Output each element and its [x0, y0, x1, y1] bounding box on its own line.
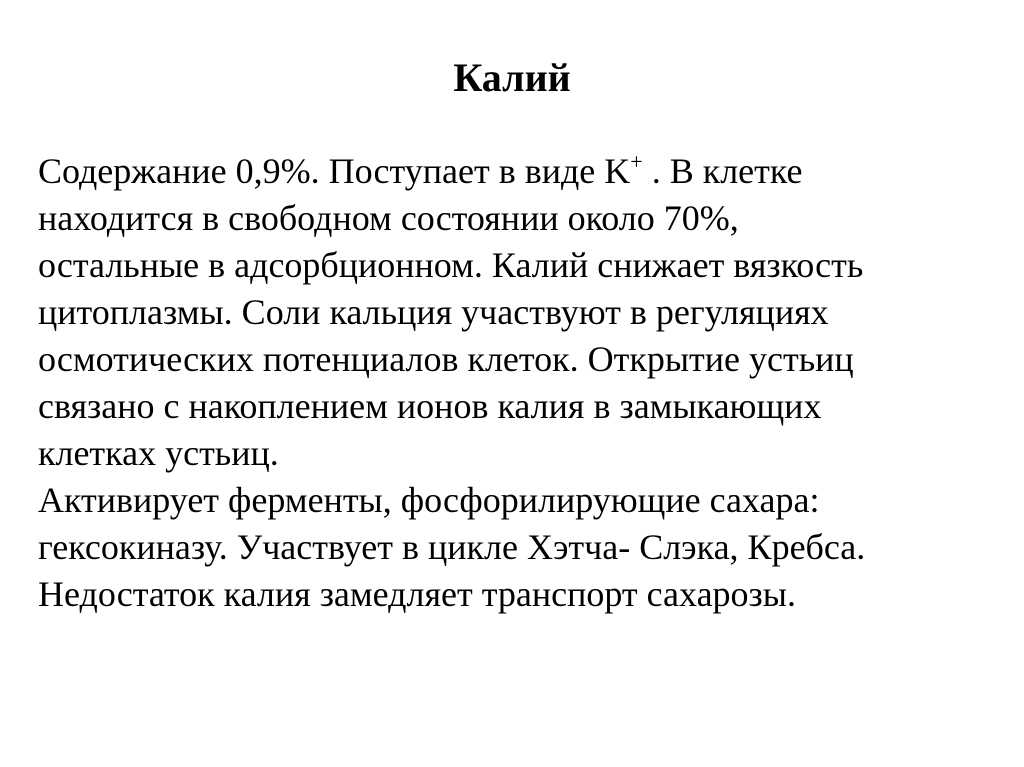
slide-title: Калий [453, 55, 571, 100]
body-line-5: осмотических потенциалов клеток. Открытие устьиц [38, 339, 854, 379]
body-line-1 [38, 148, 998, 195]
body-line-8: Активирует ферменты, фосфорилирующие сахара: [38, 480, 820, 520]
body-line-1-pre: Содержание 0,9%. Поступает в виде K [38, 151, 631, 191]
body-line-1-post: . В клетке [642, 151, 803, 191]
body-line-3: остальные в адсорбционном. Калий снижает вязкость [38, 245, 864, 285]
body-line-7: клетках устьиц. [38, 433, 279, 473]
body-line-2: находится в свободном состоянии около 70%, [38, 198, 739, 238]
slide-body [38, 148, 998, 618]
body-line-4: цитоплазмы. Соли кальция участвуют в регуляциях [38, 292, 829, 332]
superscript-plus: + [630, 149, 643, 174]
body-line-6: связано с накоплением ионов калия в замыкающих [38, 386, 822, 426]
body-line-10: Недостаток калия замедляет транспорт сахарозы. [38, 574, 796, 614]
body-line-9: гексокиназу. Участвует в цикле Хэтча- Слэка, Кребса. [38, 527, 866, 567]
